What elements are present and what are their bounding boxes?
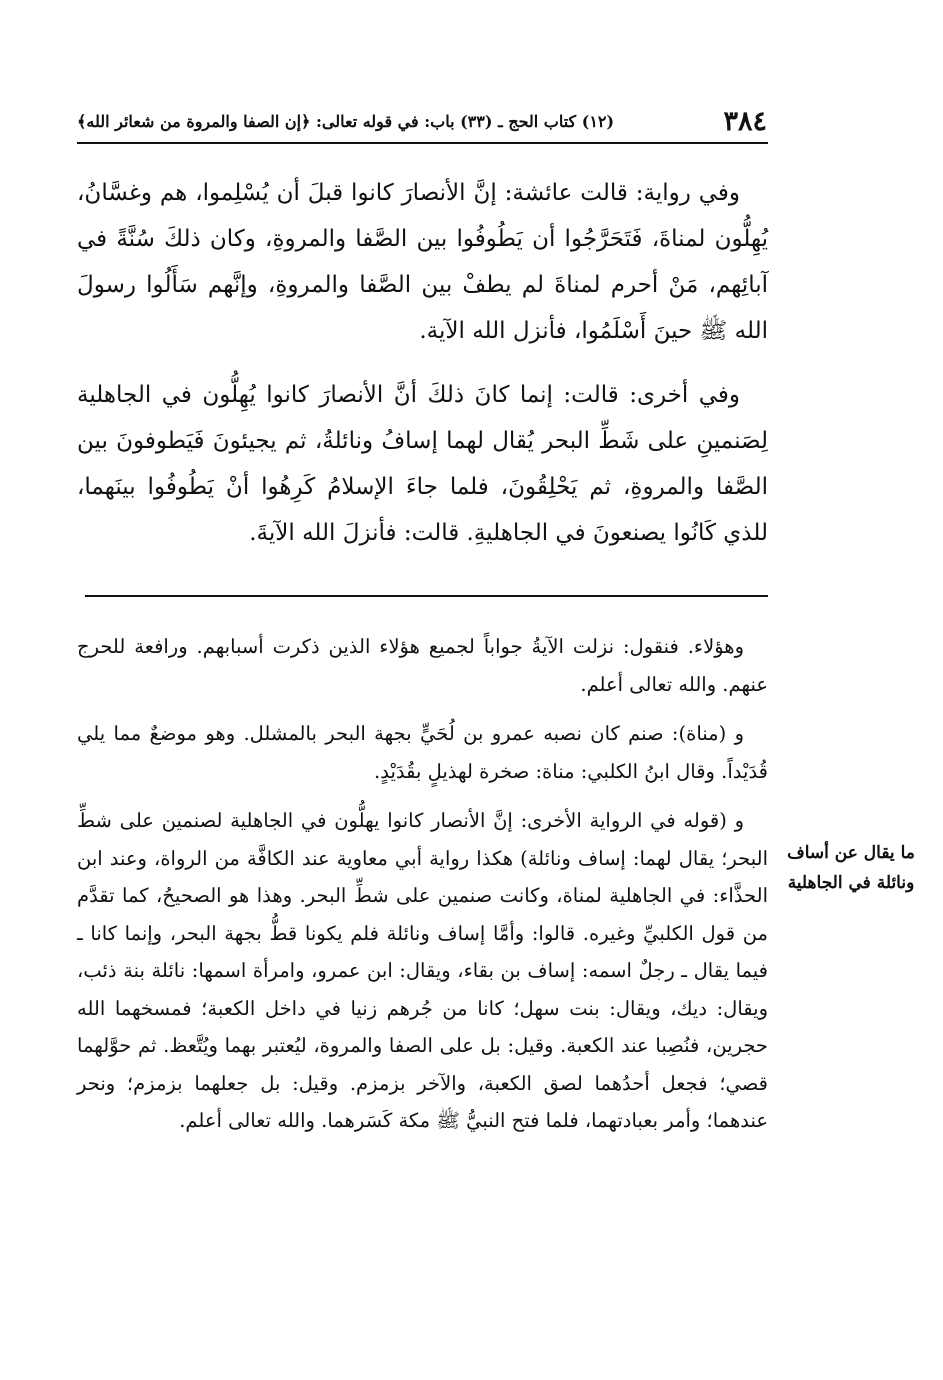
hadith-paragraph-2: وفي أخرى: قالت: إنما كانَ ذلكَ أنَّ الأنصارَ كانوا يُهِلُّون في الجاهلية لِصَنمينِ على شَطِّ البحر يُقال لهما إسافُ ونائلةُ، ثم يجيئونَ فَيَطوفونَ بين الصَّفا والمروةِ، ثم يَحْلِقُونَ، فلما جاءَ الإسلامُ كَرِهُوا أنْ يَطُوفُوا بينَهما، للذي كَانُوا يصنعونَ في الجاهليةِ. قالت: فأنزلَ الله الآيةَ. — [77, 382, 768, 546]
commentary-paragraph-2: و (مناة): صنم كان نصبه عمرو بن لُحَيٍّ بجهة البحر بالمشلل. وهو موضعٌ مما يلي قُدَيْداً. وقال ابنُ الكلبي: مناة: صخرة لهذيلٍ بقُدَيْدٍ. — [77, 722, 768, 783]
margin-heading: ما يقال عن أساف ونائلة في الجاهلية — [787, 843, 915, 893]
running-title: (١٢) كتاب الحج ـ (٣٣) باب: في قوله تعالى: ﴿إن الصفا والمروة من شعائر الله﴾ — [77, 111, 615, 131]
hadith-paragraph-1: وفي رواية: قالت عائشة: إنَّ الأنصارَ كانوا قبلَ أن يُسْلِموا، هم وغسَّانُ، يُهِلُّون لمناةَ، فَتَحَرَّجُوا أن يَطُوفُوا بين الصَّفا والمروةِ، وكان ذلكَ سُنَّةً في آبائِهم، مَنْ أحرم لمناةَ لم يطفْ بين الصَّفا والمروةِ، وإنَّهم سَأَلُوا رسولَ الله ﷺ حينَ أَسْلَمُوا، فأنزل الله الآية. — [77, 180, 768, 344]
commentary-paragraph-3: و (قوله في الرواية الأخرى: إنَّ الأنصار كانوا يهلُّون في الجاهلية لصنمين على شطِّ البحر؛ يقال لهما: إساف ونائلة) هكذا رواية أبي معاوية عند الكافَّة من الرواة، وعند ابن الحذَّاء: في الجاهلية لمناة، وكانت صنمين على شطِّ البحر. وهذا هو الصحيحُ، كما تقدَّم من قول الكلبيِّ وغيره. قالوا: وأمَّا إساف ونائلة فلم يكونا قطُّ بجهة البحر، وإنما كانا ـ فيما يقال ـ رجلٌ اسمه: إساف بن بقاء، ويقال: ابن عمرو، وامرأة اسمها: نائلة بنة ذئب، ويقال: ديك، ويقال: بنت سهل؛ كانا من جُرهم زنيا في داخل الكعبة؛ فمسخهما الله حجرين، فنُصِبا عند الكعبة. وقيل: بل على الصفا والمروة، ليُعتبر بهما ويُتَّعظ. ثم حوَّلهما قصي؛ فجعل أحدُهما لصق الكعبة، والآخر بزمزم. وقيل: بل جعلهما بزمزم؛ ونحر عندهما؛ وأمر بعبادتهما، فلما فتح النبيُّ ﷺ مكة كَسَرهما. والله تعالى أعلم. — [77, 809, 768, 1132]
hadith-text — [77, 170, 768, 556]
commentary-text — [77, 628, 768, 1140]
page-header — [77, 104, 767, 138]
commentary-separator — [85, 595, 768, 597]
commentary-paragraph-1: وهؤلاء. فنقول: نزلت الآيةُ جواباً لجميع هؤلاء الذين ذكرت أسبابهم. ورافعة للحرج عنهم. والله تعالى أعلم. — [77, 635, 768, 696]
header-rule — [77, 142, 768, 144]
page-number: ٣٨٤ — [723, 105, 767, 137]
